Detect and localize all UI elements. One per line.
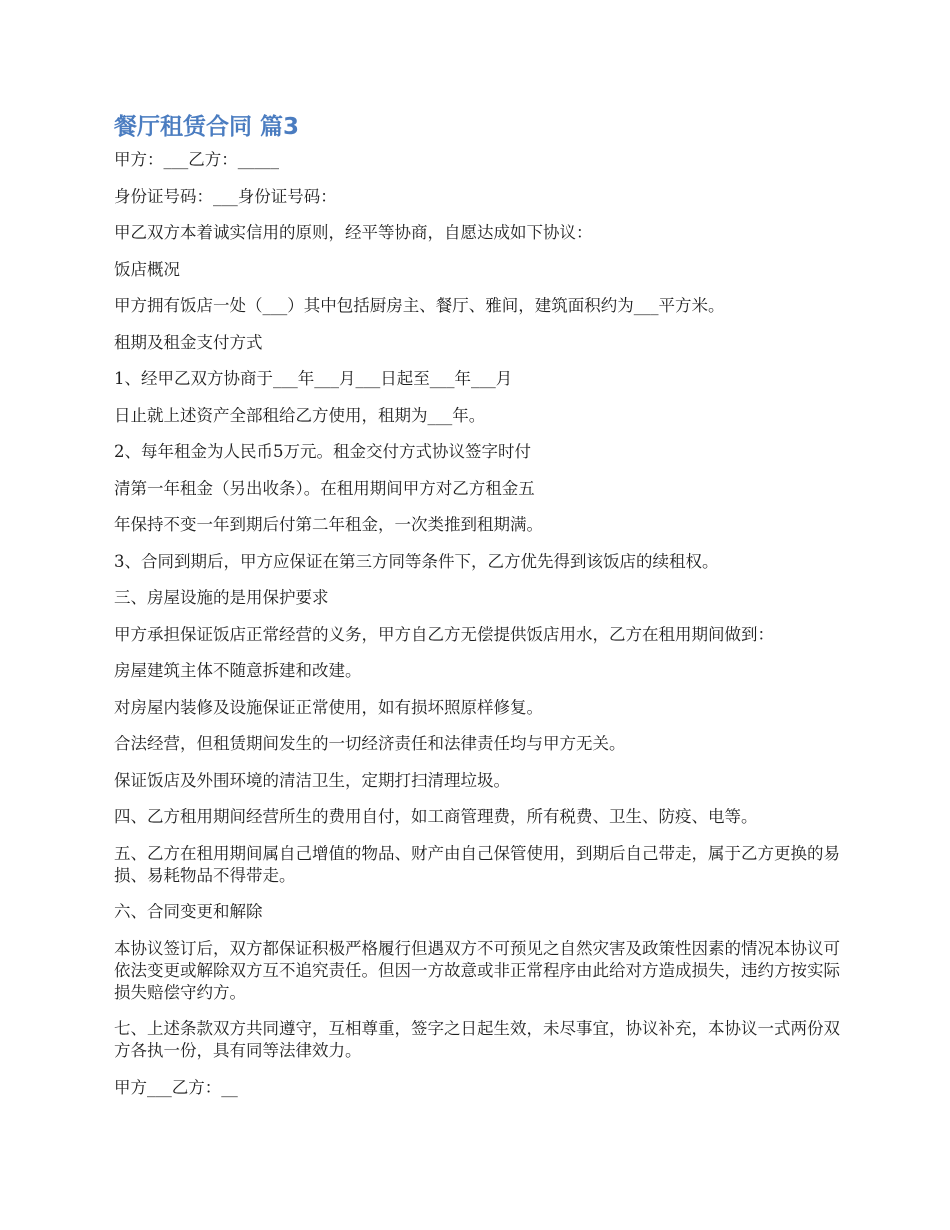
paragraph-no-demolition: 房屋建筑主体不随意拆建和改建。 bbox=[114, 661, 362, 680]
paragraph-clause-1a: 1、经甲乙双方协商于___年___月___日起至___年___月 bbox=[114, 369, 513, 388]
paragraph-clause-3: 3、合同到期后，甲方应保证在第三方同等条件下，乙方优先得到该饭店的续租权。 bbox=[114, 551, 719, 571]
section-heading-lease-term: 租期及租金支付方式 bbox=[114, 332, 263, 352]
paragraph-agreement-intro: 甲乙双方本着诚实信用的原则，经平等协商，自愿达成如下协议： bbox=[114, 223, 593, 242]
paragraph-clause-1b: 日止就上述资产全部租给乙方使用，租期为___年。 bbox=[114, 405, 486, 425]
paragraph-cleanliness: 保证饭店及外围环境的清洁卫生，定期打扫清理垃圾。 bbox=[114, 770, 510, 790]
paragraph-section-4-expenses: 四、乙方租用期间经营所生的费用自付，如工商管理费，所有税费、卫生、防疫、电等。 bbox=[114, 807, 758, 826]
paragraph-repair: 对房屋内装修及设施保证正常使用，如有损坏照原样修复。 bbox=[114, 697, 543, 717]
paragraph-clause-2b: 清第一年租金（另出收条）。在租用期间甲方对乙方租金五 bbox=[114, 478, 535, 498]
section-heading-overview: 饭店概况 bbox=[114, 259, 180, 279]
document-title: 餐厅租赁合同 篇3 bbox=[114, 114, 300, 140]
paragraph-section-5-property: 五、乙方在租用期间属自己增值的物品、财产由自己保管使用，到期后自己带走，属于乙方更换的易损、易耗物品不得带走。 bbox=[114, 843, 840, 885]
section-heading-facility-protection: 三、房屋设施的是用保护要求 bbox=[114, 588, 329, 607]
paragraph-property-description: 甲方拥有饭店一处（___）其中包括厨房主、餐厅、雅间，建筑面积约为___平方米。 bbox=[114, 296, 725, 315]
document-body bbox=[114, 110, 840, 1113]
paragraph-obligations: 甲方承担保证饭店正常经营的义务，甲方自乙方无偿提供饭店用水，乙方在租用期间做到： bbox=[114, 624, 774, 644]
paragraph-termination-terms: 本协议签订后，双方都保证积极严格履行但遇双方不可预见之自然灾害及政策性因素的情况本协议可依法变更或解除双方互不追究责任。但因一方故意或非正常程序由此给对方造成损失，违约方按实际损失赔偿守约方。 bbox=[114, 938, 840, 1002]
paragraph-id-numbers: 身份证号码：___身份证号码： bbox=[114, 186, 337, 206]
paragraph-legal-operation: 合法经营，但租赁期间发生的一切经济责任和法律责任均与甲方无关。 bbox=[114, 734, 626, 753]
paragraph-clause-2a: 2、每年租金为人民币5万元。租金交付方式协议签字时付 bbox=[114, 442, 531, 461]
paragraph-section-7-effect: 七、上述条款双方共同遵守，互相尊重，签字之日起生效，未尽事宜，协议补充，本协议一式两份双方各执一份，具有同等法律效力。 bbox=[114, 1019, 840, 1060]
paragraph-clause-2c: 年保持不变一年到期后付第二年租金，一次类推到租期满。 bbox=[114, 515, 543, 534]
paragraph-signatures: 甲方___乙方：__ bbox=[114, 1077, 238, 1097]
paragraph-party-names: 甲方：___乙方：_____ bbox=[114, 150, 279, 169]
section-heading-change-termination: 六、合同变更和解除 bbox=[114, 902, 263, 921]
